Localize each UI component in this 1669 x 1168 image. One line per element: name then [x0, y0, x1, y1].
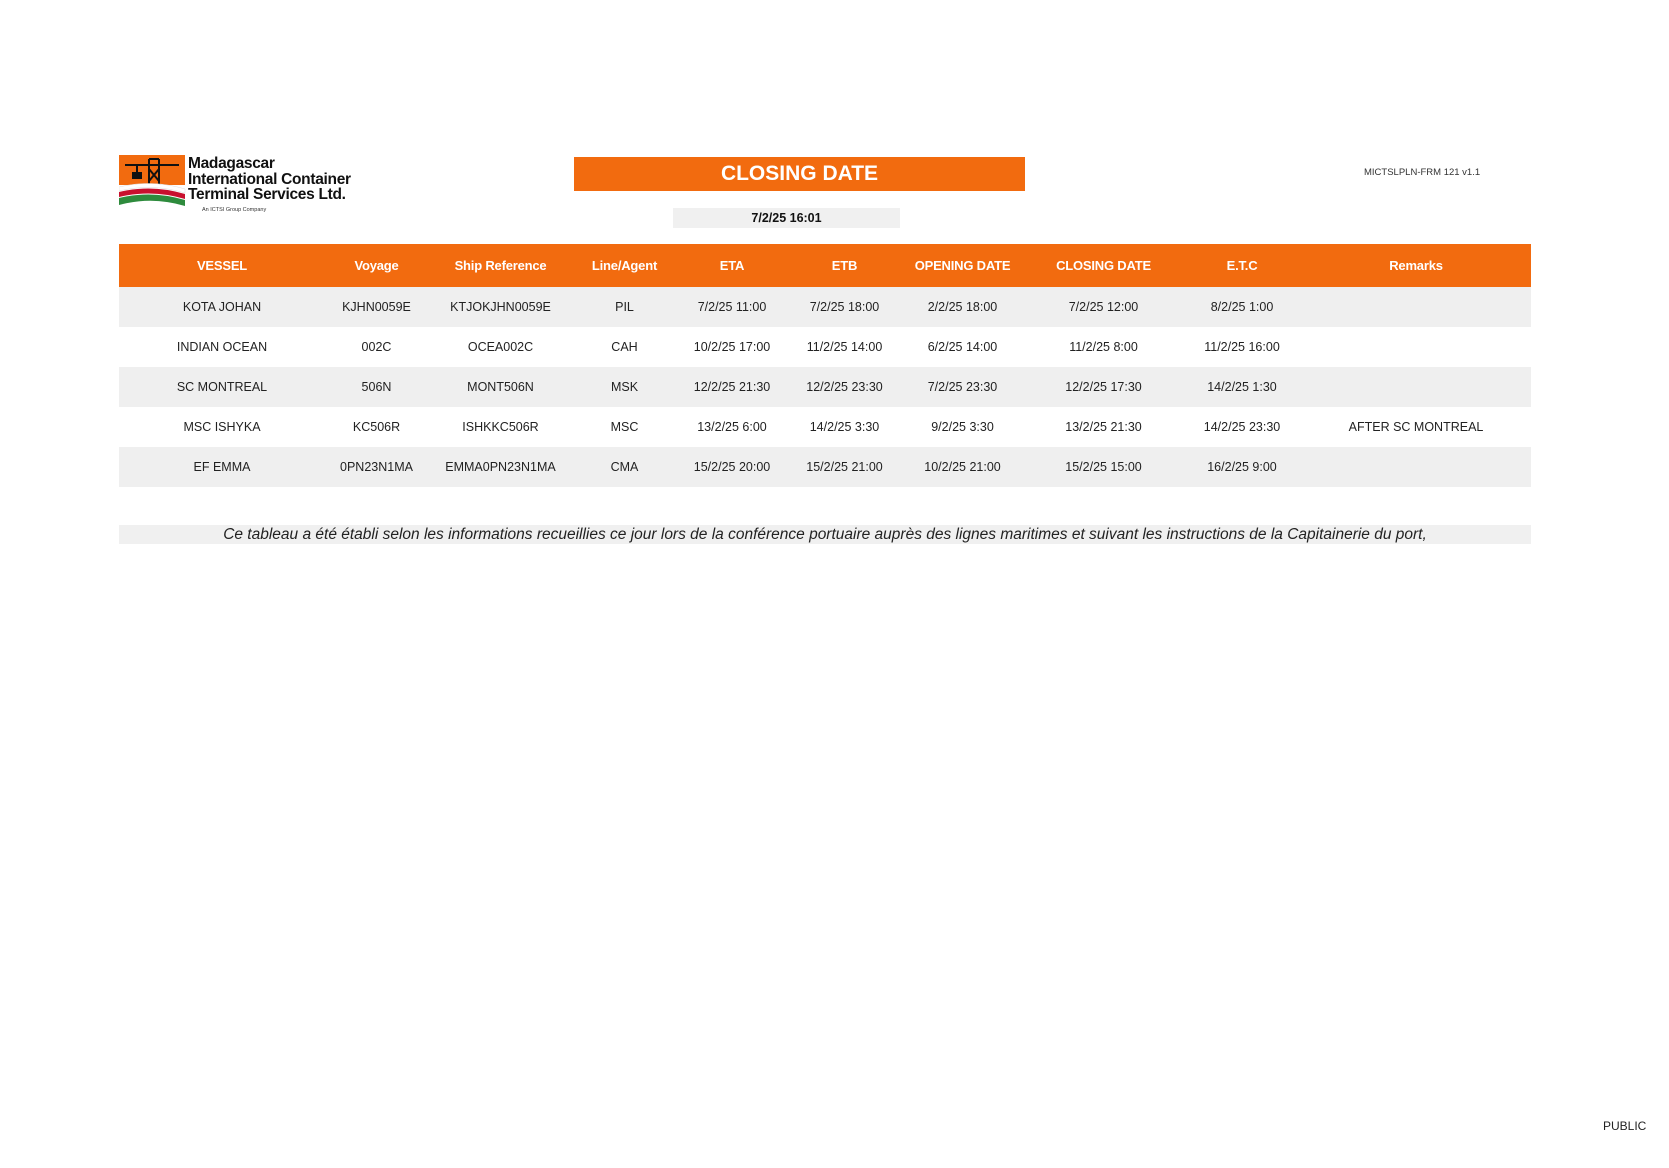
- company-name-line-3: Terminal Services Ltd.: [188, 186, 346, 203]
- classification-label: PUBLIC: [1603, 1119, 1647, 1133]
- column-header-vessel: VESSEL: [119, 244, 325, 287]
- cell-voyage: 002C: [325, 327, 428, 367]
- table-row: [119, 367, 1531, 407]
- cell-voyage: 0PN23N1MA: [325, 447, 428, 487]
- company-tagline: An ICTSI Group Company: [202, 207, 267, 213]
- cell-opening-date: 6/2/25 14:00: [901, 327, 1024, 367]
- cell-voyage: KC506R: [325, 407, 428, 447]
- cell-remarks: [1301, 367, 1531, 407]
- cell-line-agent: MSC: [573, 407, 676, 447]
- cell-vessel: MSC ISHYKA: [119, 407, 325, 447]
- document-title: CLOSING DATE: [574, 157, 1025, 191]
- crane-logo-icon: [119, 155, 187, 211]
- cell-etc: 16/2/25 9:00: [1183, 447, 1301, 487]
- cell-ship-reference: MONT506N: [428, 367, 573, 407]
- column-header-closing-date: CLOSING DATE: [1024, 244, 1183, 287]
- cell-etb: 7/2/25 18:00: [788, 287, 901, 327]
- cell-ship-reference: OCEA002C: [428, 327, 573, 367]
- cell-eta: 12/2/25 21:30: [676, 367, 788, 407]
- cell-etb: 11/2/25 14:00: [788, 327, 901, 367]
- cell-ship-reference: KTJOKJHN0059E: [428, 287, 573, 327]
- cell-eta: 10/2/25 17:00: [676, 327, 788, 367]
- table-row: [119, 327, 1531, 367]
- column-header-remarks: Remarks: [1301, 244, 1531, 287]
- company-name-line-1: Madagascar: [188, 155, 275, 172]
- table-row: [119, 287, 1531, 327]
- cell-line-agent: CMA: [573, 447, 676, 487]
- cell-vessel: EF EMMA: [119, 447, 325, 487]
- document-date: 7/2/25 16:01: [673, 208, 900, 228]
- vessel-schedule-table: [119, 244, 1531, 487]
- cell-vessel: INDIAN OCEAN: [119, 327, 325, 367]
- cell-closing-date: 15/2/25 15:00: [1024, 447, 1183, 487]
- cell-line-agent: MSK: [573, 367, 676, 407]
- column-header-opening-date: OPENING DATE: [901, 244, 1024, 287]
- cell-ship-reference: EMMA0PN23N1MA: [428, 447, 573, 487]
- cell-opening-date: 2/2/25 18:00: [901, 287, 1024, 327]
- column-header-ship-reference: Ship Reference: [428, 244, 573, 287]
- footnote-text: Ce tableau a été établi selon les informations recueillies ce jour lors de la conférence portuaire auprès des lignes maritimes et suivant les instructions de la Capitainerie du port,: [119, 525, 1531, 544]
- cell-vessel: KOTA JOHAN: [119, 287, 325, 327]
- cell-voyage: 506N: [325, 367, 428, 407]
- cell-eta: 13/2/25 6:00: [676, 407, 788, 447]
- company-logo: [119, 155, 355, 217]
- cell-closing-date: 11/2/25 8:00: [1024, 327, 1183, 367]
- cell-ship-reference: ISHKKC506R: [428, 407, 573, 447]
- form-code: MICTSLPLN-FRM 121 v1.1: [1364, 167, 1481, 178]
- cell-eta: 15/2/25 20:00: [676, 447, 788, 487]
- cell-etb: 12/2/25 23:30: [788, 367, 901, 407]
- cell-voyage: KJHN0059E: [325, 287, 428, 327]
- cell-remarks: [1301, 327, 1531, 367]
- cell-closing-date: 12/2/25 17:30: [1024, 367, 1183, 407]
- company-name-line-2: International Container: [188, 170, 351, 188]
- column-header-voyage: Voyage: [325, 244, 428, 287]
- cell-etb: 14/2/25 3:30: [788, 407, 901, 447]
- company-name: [188, 156, 351, 203]
- table-row: [119, 447, 1531, 487]
- cell-closing-date: 7/2/25 12:00: [1024, 287, 1183, 327]
- cell-opening-date: 9/2/25 3:30: [901, 407, 1024, 447]
- cell-opening-date: 7/2/25 23:30: [901, 367, 1024, 407]
- column-header-line-agent: Line/Agent: [573, 244, 676, 287]
- cell-remarks: AFTER SC MONTREAL: [1301, 407, 1531, 447]
- cell-line-agent: CAH: [573, 327, 676, 367]
- cell-etb: 15/2/25 21:00: [788, 447, 901, 487]
- cell-etc: 11/2/25 16:00: [1183, 327, 1301, 367]
- cell-etc: 14/2/25 1:30: [1183, 367, 1301, 407]
- column-header-etc: E.T.C: [1183, 244, 1301, 287]
- column-header-etb: ETB: [788, 244, 901, 287]
- cell-etc: 8/2/25 1:00: [1183, 287, 1301, 327]
- cell-line-agent: PIL: [573, 287, 676, 327]
- table-row: [119, 407, 1531, 447]
- cell-eta: 7/2/25 11:00: [676, 287, 788, 327]
- cell-remarks: [1301, 287, 1531, 327]
- cell-vessel: SC MONTREAL: [119, 367, 325, 407]
- cell-remarks: [1301, 447, 1531, 487]
- cell-closing-date: 13/2/25 21:30: [1024, 407, 1183, 447]
- cell-opening-date: 10/2/25 21:00: [901, 447, 1024, 487]
- cell-etc: 14/2/25 23:30: [1183, 407, 1301, 447]
- column-header-eta: ETA: [676, 244, 788, 287]
- table-header-row: [119, 244, 1531, 287]
